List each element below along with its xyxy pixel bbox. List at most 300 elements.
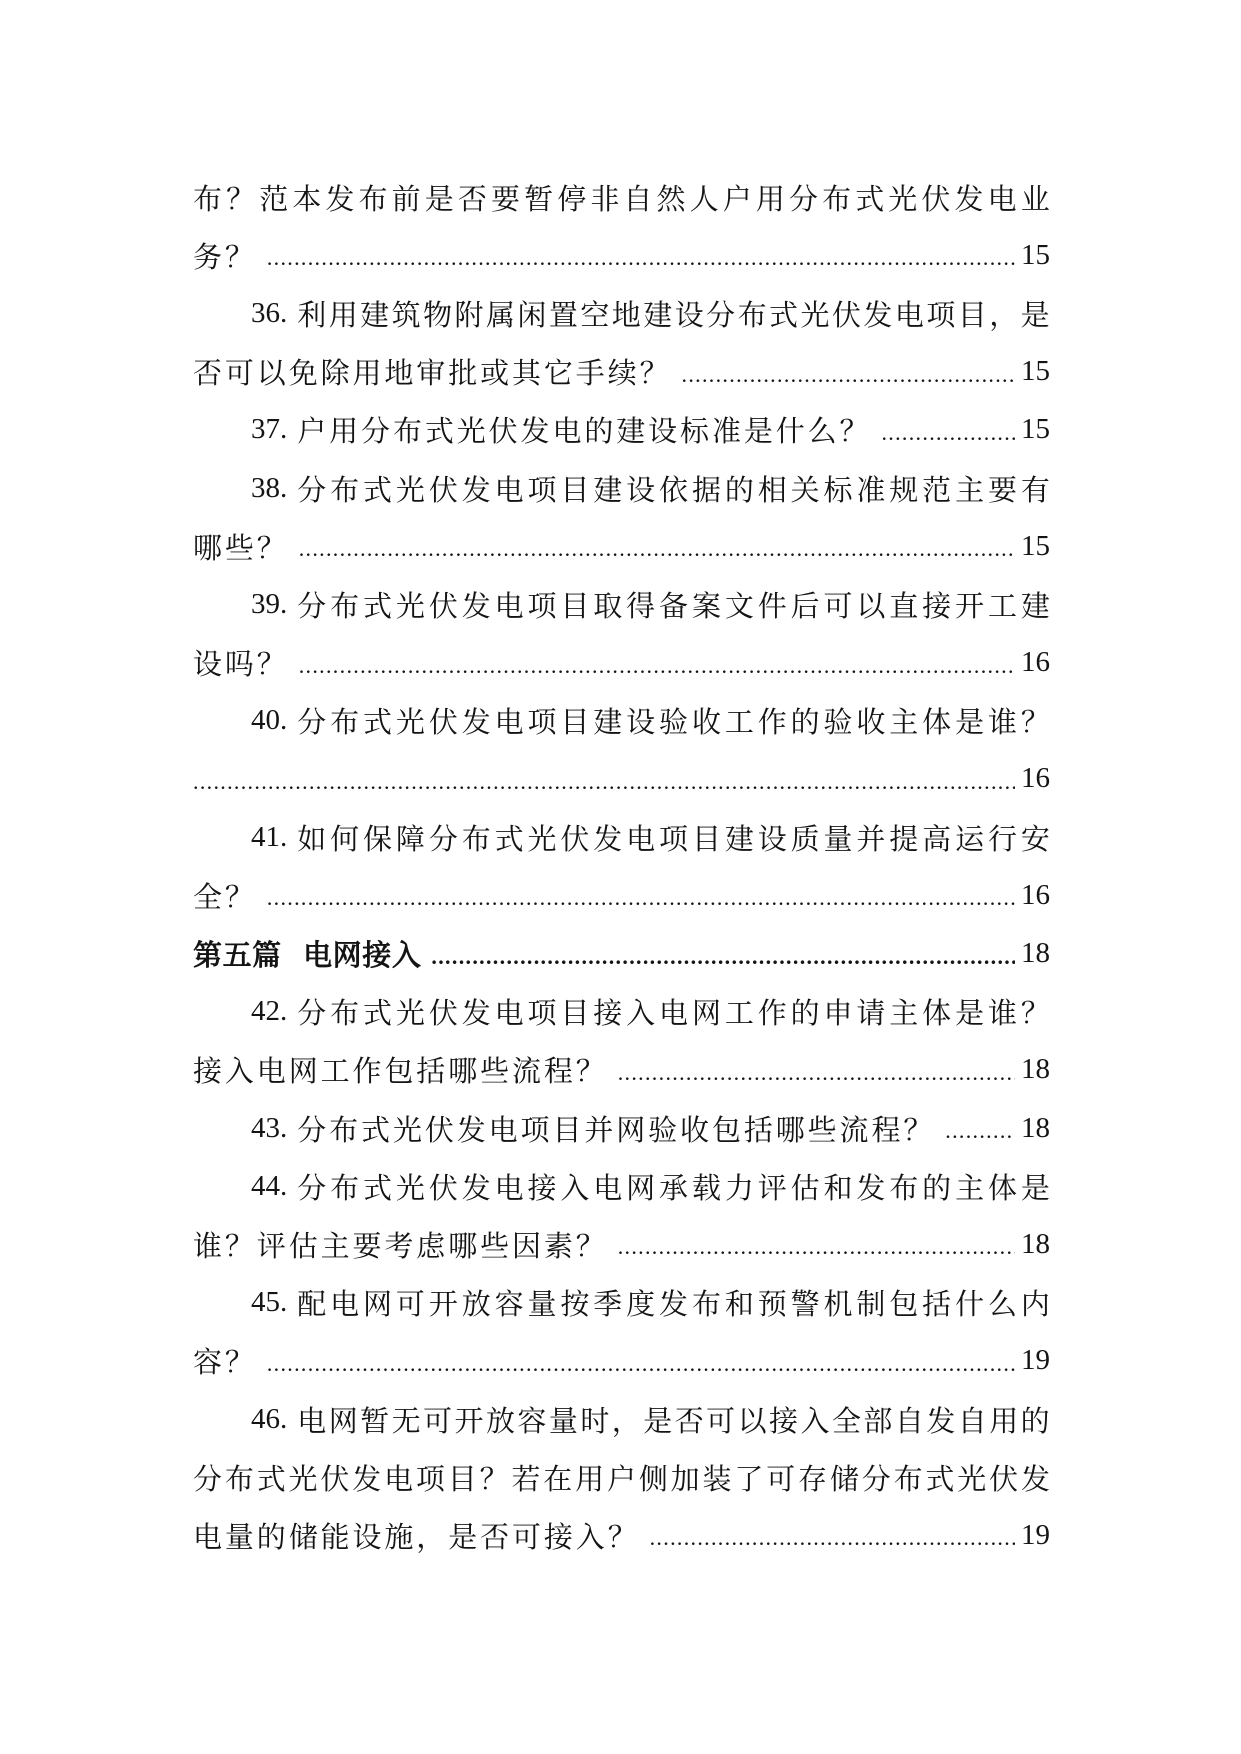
text-char: 标: [823, 472, 853, 507]
text-char: 目: [957, 297, 987, 332]
text-char: 备: [659, 588, 689, 623]
toc-entry-text: [297, 584, 1050, 625]
text-char: 若: [511, 1461, 541, 1496]
text-char: 发: [659, 1287, 689, 1322]
text-char: 相: [757, 472, 787, 507]
text-char: 量: [548, 1403, 578, 1438]
text-char: 案: [691, 588, 721, 623]
text-char: 建: [724, 821, 754, 856]
entry-number: 38.: [251, 471, 288, 504]
text-char: 的: [922, 1170, 952, 1205]
text-char: 网: [328, 1403, 358, 1438]
text-char: 目: [560, 588, 590, 623]
toc-entry-text: [297, 991, 1050, 1032]
toc-entry-first-line[interactable]: [193, 575, 1050, 633]
text-char: 什: [955, 1287, 985, 1322]
text-char: 发: [325, 181, 355, 216]
text-char: 发: [926, 1403, 956, 1438]
text-char: 行: [987, 821, 1017, 856]
text-char: 可: [395, 1287, 425, 1322]
text-char: 目: [691, 821, 721, 856]
page-number: 15: [1021, 238, 1050, 271]
toc-entry-first-line[interactable]: [193, 1390, 1050, 1448]
toc-entry-last-line[interactable]: [193, 750, 1050, 808]
text-char: 电: [659, 996, 689, 1031]
text-char: 关: [790, 472, 820, 507]
text-char: 发: [863, 297, 893, 332]
text-char: 要: [490, 181, 520, 216]
text-char: 制: [856, 1287, 886, 1322]
text-char: 式: [769, 297, 799, 332]
text-char: ，: [611, 1403, 641, 1438]
text-char: 文: [724, 588, 754, 623]
text-char: 和: [724, 1287, 754, 1322]
text-char: 度: [626, 1287, 656, 1322]
toc-entry-last-line[interactable]: [193, 1506, 1050, 1564]
toc-entry-text: 分布式光伏发电项目并网验收包括哪些流程？: [297, 1112, 936, 1147]
toc-entry-last-line[interactable]: [193, 1041, 1050, 1099]
text-char: 发: [461, 996, 491, 1031]
text-char: 暂: [524, 181, 554, 216]
text-char: 可: [423, 1403, 453, 1438]
text-char: 建: [643, 297, 673, 332]
page-number: 19: [1021, 1344, 1050, 1377]
text-char: 式: [363, 588, 393, 623]
text-char: 和: [823, 1170, 853, 1205]
toc-entry-first-line[interactable]: [193, 692, 1050, 750]
dot-leader: [299, 526, 1015, 566]
text-char: 分: [706, 297, 736, 332]
text-char: 作: [757, 996, 787, 1031]
dot-leader: [431, 934, 1015, 974]
text-char: 式: [925, 1461, 955, 1496]
text-char: 全: [831, 1403, 861, 1438]
page-number: 16: [1021, 762, 1050, 795]
dot-leader: [618, 1050, 1015, 1090]
text-char: 接: [922, 588, 952, 623]
text-char: 闲: [517, 297, 547, 332]
text-char: 业: [1020, 181, 1050, 216]
toc-entry-first-line[interactable]: [193, 983, 1050, 1041]
text-char: 发: [954, 181, 984, 216]
text-char: 式: [363, 705, 393, 740]
text-char: 伏: [428, 1170, 458, 1205]
dot-leader: [267, 875, 1015, 915]
dot-leader: [618, 1224, 1015, 1264]
toc-entry-text: 哪些？: [193, 530, 289, 565]
toc-entry-single-line[interactable]: [193, 401, 1050, 459]
page-number: 16: [1021, 878, 1050, 911]
text-char: 布: [691, 1287, 721, 1322]
text-char: 装: [702, 1461, 732, 1496]
text-char: 预: [757, 1287, 787, 1322]
text-char: 网: [363, 1287, 393, 1322]
text-char: 谁: [987, 996, 1017, 1031]
text-char: 筑: [391, 297, 421, 332]
toc-entry-last-line[interactable]: [193, 343, 1050, 401]
entry-number: 45.: [251, 1286, 288, 1319]
text-char: 电: [626, 821, 656, 856]
text-char: 承: [659, 1170, 689, 1205]
entry-number: 46.: [251, 1402, 288, 1435]
toc-entry-text-line: [193, 1448, 1050, 1506]
text-char: 电: [494, 472, 524, 507]
text-char: 储: [829, 1461, 859, 1496]
text-char: 规: [889, 472, 919, 507]
text-char: 体: [922, 996, 952, 1031]
text-char: 否: [457, 181, 487, 216]
text-char: 运: [955, 821, 985, 856]
text-char: 分: [861, 1461, 891, 1496]
toc-entry-text: 电量的储能设施，是否可接入？: [193, 1519, 640, 1554]
text-char: 目: [560, 705, 590, 740]
text-char: 主: [955, 472, 985, 507]
text-char: 依: [659, 472, 689, 507]
text-char: 申: [823, 996, 853, 1031]
page-number: 18: [1021, 1053, 1050, 1086]
text-char: 否: [674, 1403, 704, 1438]
text-char: 量: [823, 821, 853, 856]
text-char: 暂: [360, 1403, 390, 1438]
text-char: 光: [395, 705, 425, 740]
dot-leader: [267, 235, 1015, 275]
text-char: 自: [957, 1403, 987, 1438]
text-char: 地: [611, 297, 641, 332]
text-char: 户: [722, 181, 752, 216]
text-char: 项: [659, 821, 689, 856]
text-char: 请: [856, 996, 886, 1031]
text-char: 用: [328, 297, 358, 332]
text-char: 利: [297, 297, 327, 332]
toc-entry-last-line[interactable]: [193, 1215, 1050, 1273]
toc-entry-first-line[interactable]: [193, 808, 1050, 866]
text-char: 了: [734, 1461, 764, 1496]
text-char: 并: [856, 821, 886, 856]
text-char: 的: [790, 996, 820, 1031]
text-char: 谁: [987, 705, 1017, 740]
text-char: 开: [454, 1403, 484, 1438]
text-char: 网: [626, 1170, 656, 1205]
toc-entry-last-line[interactable]: [193, 634, 1050, 692]
text-char: 机: [823, 1287, 853, 1322]
text-char: 附: [454, 297, 484, 332]
text-char: 电: [593, 1170, 623, 1205]
page-number: 15: [1021, 413, 1050, 446]
text-char: 建: [1020, 588, 1050, 623]
text-char: 工: [724, 705, 754, 740]
text-char: 电: [494, 588, 524, 623]
entry-number: 37.: [251, 413, 288, 446]
text-char: 光: [395, 1170, 425, 1205]
text-char: 式: [494, 821, 524, 856]
text-char: 时: [580, 1403, 610, 1438]
text-char: 体: [987, 1170, 1017, 1205]
text-char: 式: [363, 472, 393, 507]
toc-entry-text: [297, 817, 1050, 858]
text-char: 发: [461, 705, 491, 740]
text-char: 是: [955, 996, 985, 1031]
toc-entry-text: [297, 1282, 1050, 1323]
text-char: 目: [560, 996, 590, 1031]
text-char: 布: [224, 1461, 254, 1496]
text-char: 电: [330, 1287, 360, 1322]
text-char: 电: [987, 181, 1017, 216]
entry-number: 41.: [251, 820, 288, 853]
text-char: 工: [987, 588, 1017, 623]
text-char: 人: [689, 181, 719, 216]
text-char: 自: [623, 181, 653, 216]
toc-entry-text: 户用分布式光伏发电的建设标准是什么？: [297, 414, 872, 449]
text-char: 入: [626, 996, 656, 1031]
text-char: 光: [888, 181, 918, 216]
toc-entry-text: [297, 1166, 1050, 1207]
text-char: 质: [790, 821, 820, 856]
text-char: 电: [494, 1170, 524, 1205]
text-char: 布: [889, 1170, 919, 1205]
text-char: 安: [1020, 821, 1050, 856]
dot-leader: [650, 1515, 1015, 1555]
toc-entry-last-line[interactable]: [193, 1332, 1050, 1390]
text-char: 分: [297, 705, 327, 740]
text-char: 项: [926, 297, 956, 332]
toc-entry-text: 否可以免除用地审批或其它手续？: [193, 356, 672, 391]
text-char: 然: [656, 181, 686, 216]
text-char: 是: [424, 181, 454, 216]
text-char: 的: [724, 472, 754, 507]
text-char: 布: [893, 1461, 923, 1496]
text-char: 设: [626, 472, 656, 507]
text-char: 入: [560, 1170, 590, 1205]
text-char: 式: [363, 996, 393, 1031]
text-char: 属: [485, 297, 515, 332]
text-char: 主: [955, 1170, 985, 1205]
toc-entry-last-line[interactable]: [193, 517, 1050, 575]
toc-entry-text: 设吗？: [193, 647, 289, 682]
text-char: 是: [643, 1403, 673, 1438]
text-char: 伏: [921, 181, 951, 216]
text-char: 光: [957, 1461, 987, 1496]
text-char: 是: [1020, 1170, 1050, 1205]
text-char: 布: [737, 297, 767, 332]
text-char: 件: [757, 588, 787, 623]
entry-number: 43.: [251, 1111, 288, 1144]
text-char: 建: [360, 297, 390, 332]
text-char: 可: [766, 1461, 796, 1496]
text-char: 网: [691, 996, 721, 1031]
text-char: 发: [352, 1461, 382, 1496]
text-char: 按: [560, 1287, 590, 1322]
text-char: 设: [674, 297, 704, 332]
text-char: 高: [922, 821, 952, 856]
page-number: 15: [1021, 355, 1050, 388]
text-char: 电: [297, 1403, 327, 1438]
text-char: ？: [479, 1461, 509, 1496]
text-char: 发: [461, 1170, 491, 1205]
text-char: ？: [1020, 705, 1050, 740]
text-char: 可: [706, 1403, 736, 1438]
text-char: 验: [823, 705, 853, 740]
text-char: 分: [297, 996, 327, 1031]
page-number: 18: [1021, 1227, 1050, 1260]
toc-entry-text: 容？: [193, 1345, 257, 1380]
text-char: 收: [691, 705, 721, 740]
text-char: 发: [856, 1170, 886, 1205]
text-char: 自: [894, 1403, 924, 1438]
text-char: 发: [461, 472, 491, 507]
text-char: 范: [259, 181, 289, 216]
text-char: 接: [527, 1170, 557, 1205]
text-char: 开: [428, 1287, 458, 1322]
text-char: 用: [989, 1403, 1019, 1438]
toc-entry-text: [297, 1399, 1050, 1440]
text-char: 电: [384, 1461, 414, 1496]
text-char: 是: [1020, 297, 1050, 332]
text-char: 式: [363, 1170, 393, 1205]
text-char: 放: [485, 1403, 515, 1438]
text-char: 分: [297, 1170, 327, 1205]
text-char: 伏: [989, 1461, 1019, 1496]
text-char: 电: [494, 996, 524, 1031]
text-char: 何: [330, 821, 360, 856]
text-char: 光: [527, 821, 557, 856]
toc-entry-last-line[interactable]: [193, 866, 1050, 924]
toc-entry-text: 务？: [193, 239, 257, 274]
toc-section-heading[interactable]: [193, 924, 1050, 982]
toc-entry-first-line[interactable]: [193, 1157, 1050, 1215]
text-char: 分: [428, 821, 458, 856]
text-char: 验: [659, 705, 689, 740]
toc-entry-text: 接入电网工作包括哪些流程？: [193, 1054, 608, 1089]
toc-entry-first-line[interactable]: [193, 284, 1050, 342]
text-char: 作: [757, 705, 787, 740]
text-char: 布: [330, 996, 360, 1031]
text-char: 括: [922, 1287, 952, 1322]
text-char: 么: [987, 1287, 1017, 1322]
toc-entry-text: [297, 468, 1050, 509]
entry-number: 42.: [251, 995, 288, 1028]
text-char: 项: [415, 1461, 445, 1496]
text-char: 空: [580, 297, 610, 332]
text-char: 量: [527, 1287, 557, 1322]
text-char: 容: [517, 1403, 547, 1438]
toc-entry-single-line[interactable]: [193, 1099, 1050, 1157]
text-char: 本: [292, 181, 322, 216]
text-char: 有: [1020, 472, 1050, 507]
text-char: 置: [548, 297, 578, 332]
text-char: 估: [790, 1170, 820, 1205]
text-char: 主: [889, 996, 919, 1031]
text-char: 存: [798, 1461, 828, 1496]
text-char: 布: [461, 821, 491, 856]
text-char: 布: [358, 181, 388, 216]
text-char: 目: [560, 472, 590, 507]
text-char: 伏: [320, 1461, 350, 1496]
text-char: 提: [889, 821, 919, 856]
text-char: ？: [1020, 996, 1050, 1031]
text-char: 项: [527, 588, 557, 623]
text-char: 力: [724, 1170, 754, 1205]
dot-leader: [193, 759, 1015, 799]
text-char: 伏: [428, 996, 458, 1031]
text-char: 评: [757, 1170, 787, 1205]
text-char: 用: [755, 181, 785, 216]
text-char: 伏: [560, 821, 590, 856]
text-char: 分: [297, 472, 327, 507]
dot-leader: [299, 643, 1015, 683]
toc-entry-text: 全？: [193, 879, 257, 914]
text-char: 如: [297, 821, 327, 856]
toc-entry-first-line[interactable]: [193, 459, 1050, 517]
text-char: 入: [800, 1403, 830, 1438]
text-char: 后: [790, 588, 820, 623]
toc-entry-first-line[interactable]: [193, 1274, 1050, 1332]
text-char: 物: [423, 297, 453, 332]
text-char: 光: [800, 297, 830, 332]
text-char: 布: [330, 1170, 360, 1205]
toc-page: [193, 168, 1050, 1565]
dot-leader: [267, 1341, 1015, 1381]
section-title: 第五篇 电网接入: [193, 938, 422, 973]
dot-leader: [945, 1108, 1015, 1148]
text-char: 体: [922, 705, 952, 740]
toc-entry-text: 谁？评估主要考虑哪些因素？: [193, 1228, 608, 1263]
text-char: 建: [593, 472, 623, 507]
text-char: 式: [256, 1461, 286, 1496]
text-char: 分: [193, 1461, 223, 1496]
toc-entry-last-line[interactable]: [193, 226, 1050, 284]
text-char: 以: [737, 1403, 767, 1438]
text-char: 设: [626, 705, 656, 740]
text-char: 加: [670, 1461, 700, 1496]
toc-entry-text: [297, 700, 1050, 741]
text-char: 直: [889, 588, 919, 623]
text-char: 据: [691, 472, 721, 507]
text-char: 保: [363, 821, 393, 856]
text-char: 设: [757, 821, 787, 856]
text-char: 的: [1020, 1403, 1050, 1438]
text-char: 载: [691, 1170, 721, 1205]
text-char: 项: [527, 705, 557, 740]
page-number: 18: [1021, 937, 1050, 970]
text-char: 停: [557, 181, 587, 216]
text-char: 障: [395, 821, 425, 856]
text-char: 布: [330, 705, 360, 740]
text-char: 开: [955, 588, 985, 623]
text-char: 接: [769, 1403, 799, 1438]
text-char: 无: [391, 1403, 421, 1438]
text-char: 可: [823, 588, 853, 623]
text-char: 户: [606, 1461, 636, 1496]
text-char: 的: [790, 705, 820, 740]
text-char: 内: [1020, 1287, 1050, 1322]
text-char: 前: [391, 181, 421, 216]
page-number: 18: [1021, 1111, 1050, 1144]
text-char: 分: [788, 181, 818, 216]
text-char: 光: [395, 472, 425, 507]
dot-leader: [881, 410, 1015, 450]
text-char: 布: [330, 472, 360, 507]
text-char: 电: [894, 297, 924, 332]
text-char: 用: [575, 1461, 605, 1496]
text-char: 项: [527, 472, 557, 507]
text-char: 放: [461, 1287, 491, 1322]
text-char: ？: [226, 181, 256, 216]
text-char: 部: [863, 1403, 893, 1438]
text-char: 式: [855, 181, 885, 216]
text-char: 配: [297, 1287, 327, 1322]
text-char: 光: [288, 1461, 318, 1496]
text-char: 包: [889, 1287, 919, 1322]
